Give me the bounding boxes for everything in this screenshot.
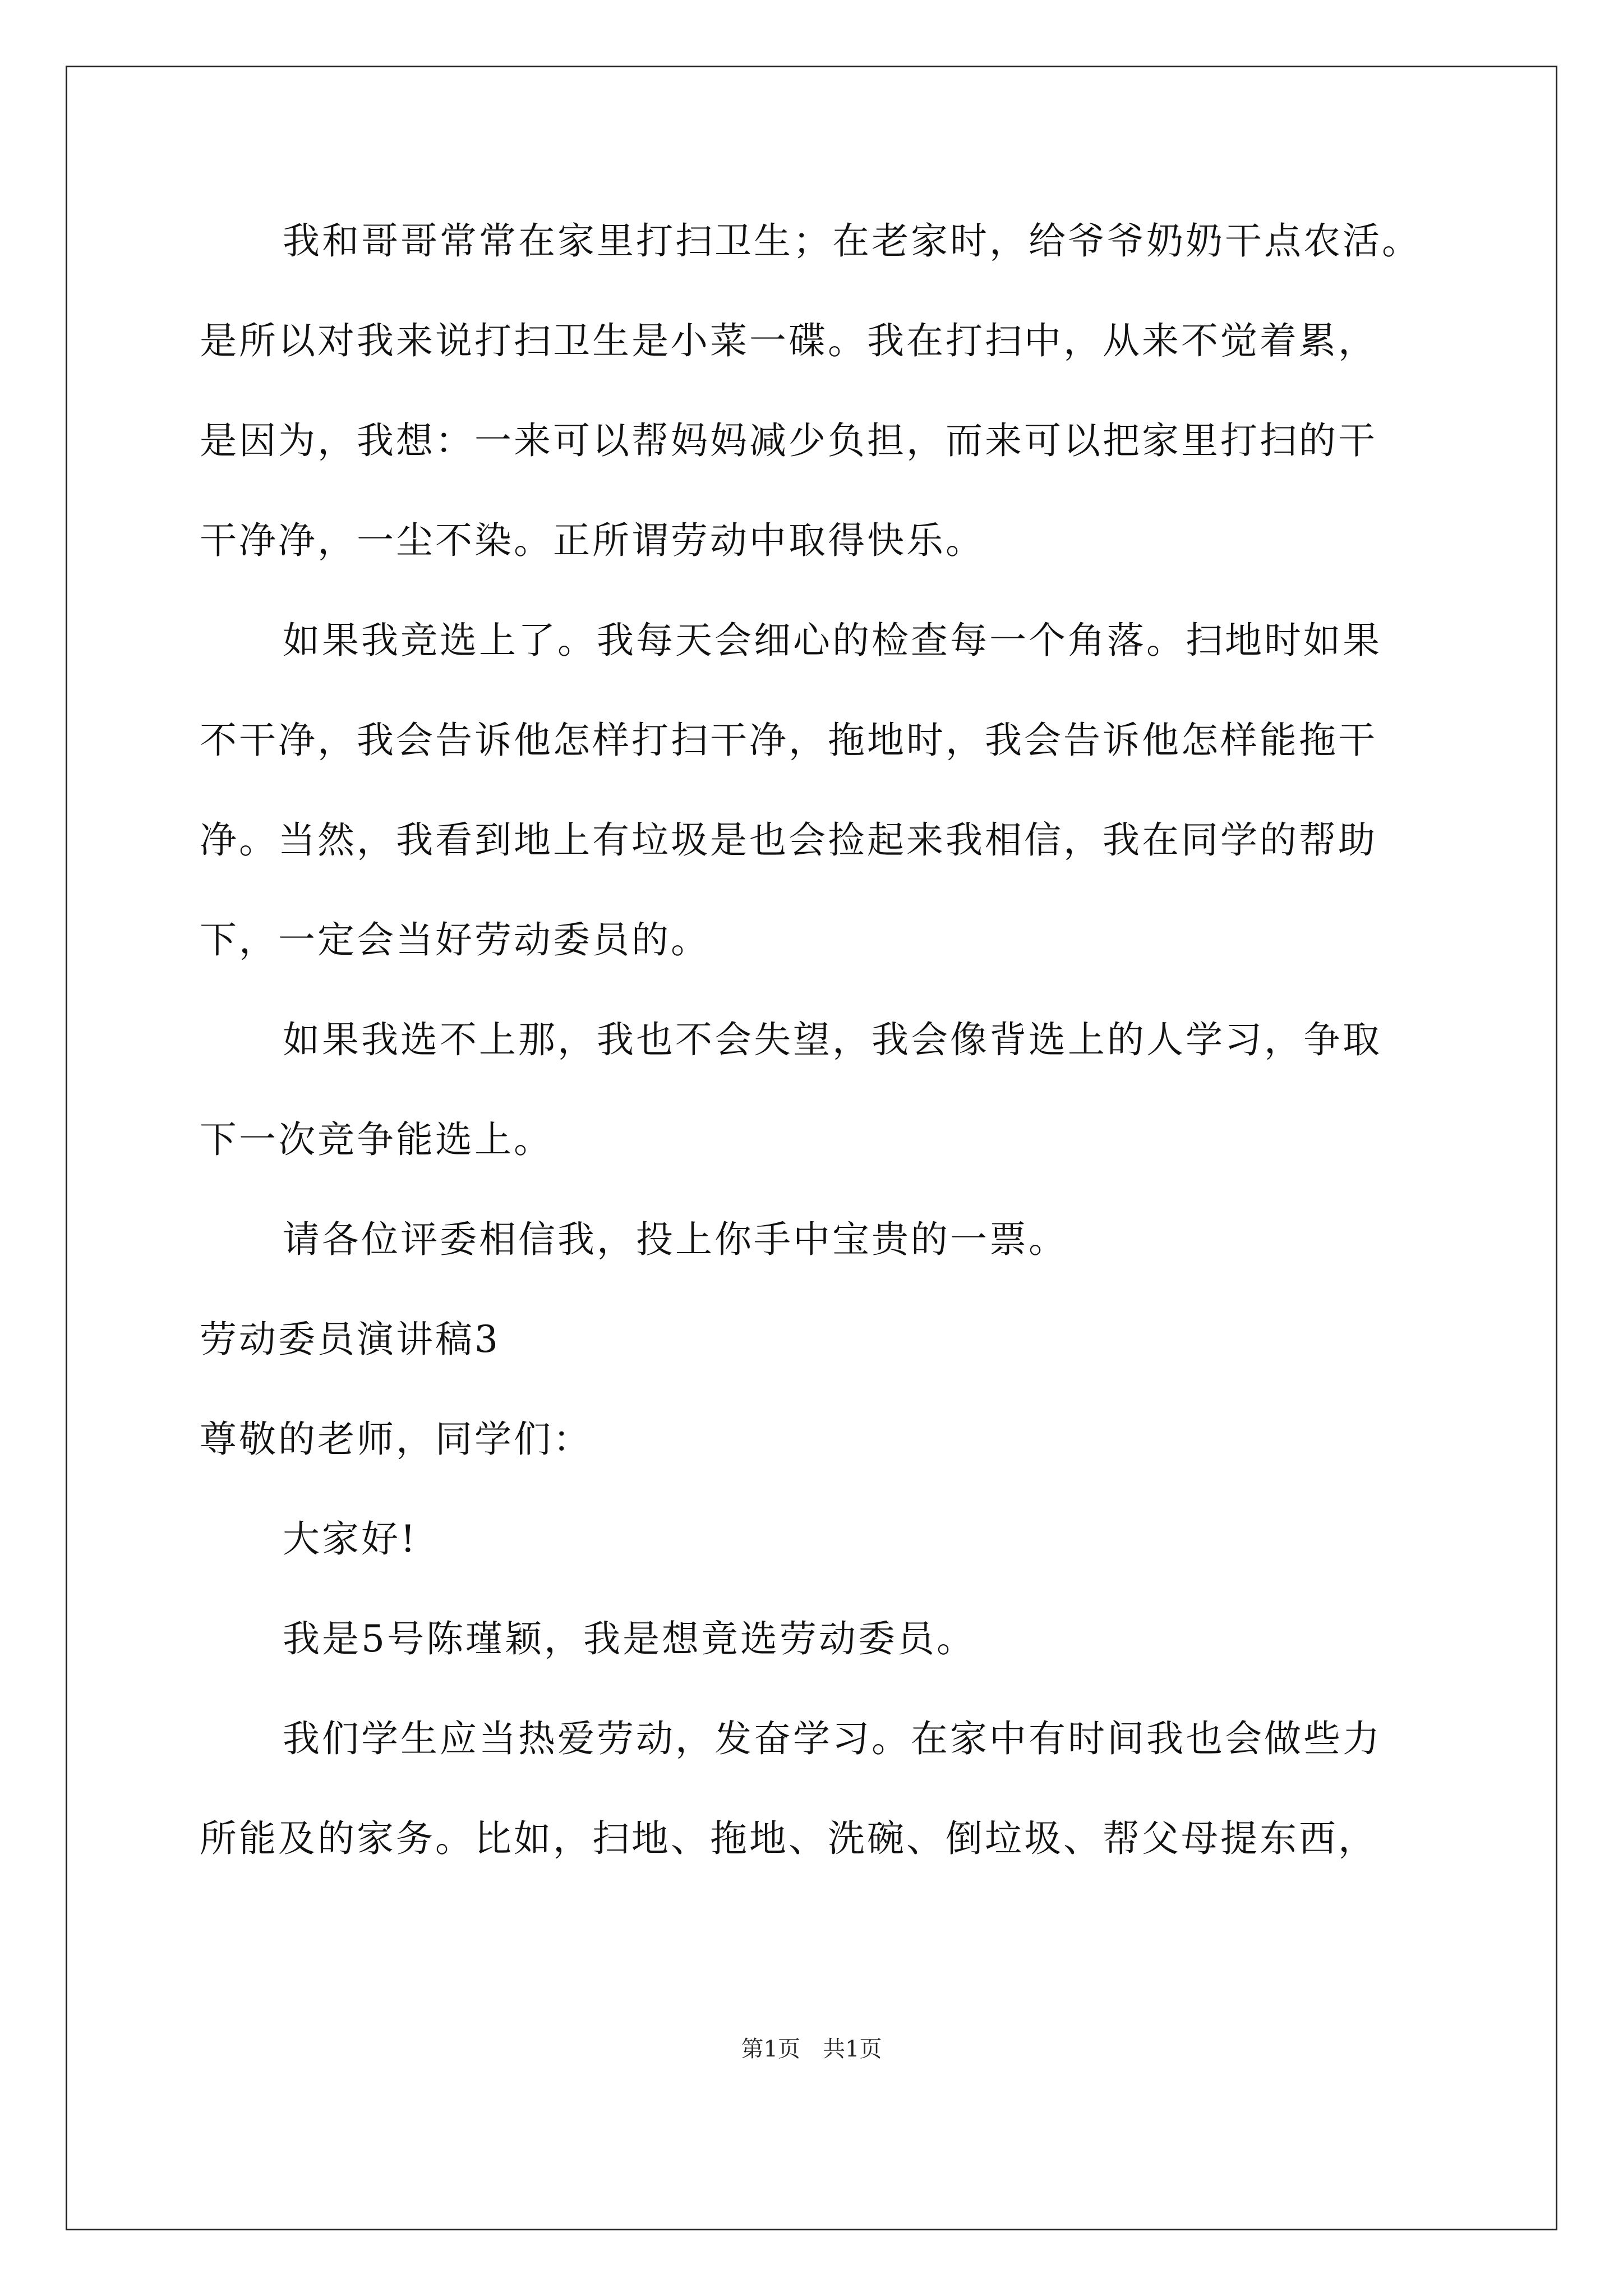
paragraph-line: 净。当然，我看到地上有垃圾是也会捡起来我相信，我在同学的帮助 — [200, 818, 1377, 862]
paragraph-line: 下一次竞争能选上。 — [200, 1118, 553, 1161]
paragraph-line: 如果我竞选上了。我每天会细心的检查每一个角落。扫地时如果 — [283, 619, 1382, 662]
paragraph-line: 下，一定会当好劳动委员的。 — [200, 918, 710, 961]
paragraph-line: 我们学生应当热爱劳动，发奋学习。在家中有时间我也会做些力 — [283, 1717, 1382, 1760]
greeting: 大家好! — [283, 1517, 418, 1561]
paragraph-line: 不干净，我会告诉他怎样打扫干净，拖地时，我会告诉他怎样能拖干 — [200, 719, 1377, 762]
page-number-footer: 第1页 共1页 — [741, 2036, 882, 2062]
paragraph-line: 所能及的家务。比如，扫地、拖地、洗碗、倒垃圾、帮父母提东西， — [200, 1817, 1377, 1860]
salutation: 尊敬的老师，同学们： — [200, 1418, 592, 1461]
paragraph-line: 是所以对我来说打扫卫生是小菜一碟。我在打扫中，从来不觉着累， — [200, 319, 1377, 362]
paragraph-line: 是因为，我想：一来可以帮妈妈减少负担，而来可以把家里打扫的干 — [200, 419, 1377, 462]
paragraph-line: 请各位评委相信我，投上你手中宝贵的一票。 — [283, 1218, 1068, 1261]
paragraph-line: 我和哥哥常常在家里打扫卫生；在老家时，给爷爷奶奶干点农活。 — [283, 219, 1421, 263]
paragraph-line: 我是5号陈瑾颖，我是想竟选劳动委员。 — [283, 1617, 976, 1660]
paragraph-line: 干净净，一尘不染。正所谓劳动中取得快乐。 — [200, 519, 985, 562]
paragraph-line: 如果我选不上那，我也不会失望，我会像背选上的人学习，争取 — [283, 1018, 1382, 1061]
section-title: 劳动委员演讲稿3 — [200, 1318, 500, 1361]
